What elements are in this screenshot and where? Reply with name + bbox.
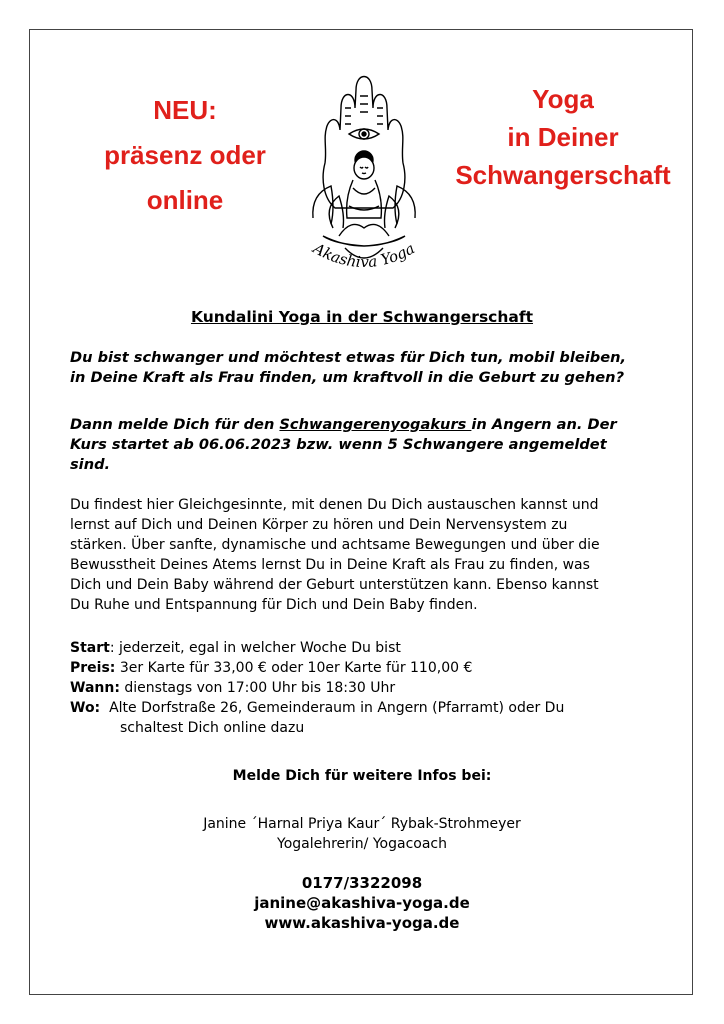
headline-left-line: präsenz oder [104,140,266,170]
headline-right [448,80,678,194]
description-paragraph [70,495,660,615]
detail-preis: Preis: 3er Karte für 33,00 € oder 10er Karte für 110,00 € [70,660,473,676]
intro-question [70,348,660,388]
intro-invitation [70,415,660,475]
person-name: Janine ´Harnal Priya Kaur´ Rybak-Strohmeyer [203,816,521,832]
intro2-line2: Kurs startet ab 06.06.2023 bzw. wenn 5 Schwangere angemeldet [70,436,607,453]
headline-left-line: NEU: [153,95,217,125]
course-title: Kundalini Yoga in der Schwangerschaft [190,308,534,326]
body-line: Dich und Dein Baby während der Geburt unterstützen kann. Ebenso kannst [70,577,599,593]
phone-number[interactable]: 0177/3322098 [301,874,423,892]
intro2-line1: Dann melde Dich für den Schwangerenyogakurs in Angern an. Der [70,416,617,433]
headline-left-line: online [146,185,224,215]
contact-heading: Melde Dich für weitere Infos bei: [232,768,492,784]
headline-right-line: Yoga [532,84,594,114]
body-line: Du findest hier Gleichgesinnte, mit denen Du Dich austauschen kannst und [70,497,599,513]
intro-line: in Deine Kraft als Frau finden, um kraftvoll in die Geburt zu gehen? [70,369,625,386]
body-line: lernst auf Dich und Deinen Körper zu hören und Dein Nervensystem zu [70,517,568,533]
svg-text:Akashiva Yoga [308,238,417,271]
contact-details [0,873,724,933]
website-link[interactable]: www.akashiva-yoga.de [264,914,460,932]
body-line: Du Ruhe und Entspannung für Dich und Dein Baby finden. [70,597,478,613]
person-role: Yogalehrerin/ Yogacoach [277,836,447,852]
email-link[interactable]: janine@akashiva-yoga.de [254,894,470,912]
headline-left [80,88,290,223]
detail-wo: Wo: Alte Dorfstraße 26, Gemeinderaum in Angern (Pfarramt) oder Du [70,700,565,716]
detail-start: Start: jederzeit, egal in welcher Woche Du bist [70,640,401,656]
course-details [70,638,660,738]
headline-right-line: Schwangerschaft [455,160,671,190]
contact-person [0,814,724,854]
body-line: stärken. Über sanfte, dynamische und achtsame Bewegungen und über die [70,537,600,553]
akashiva-yoga-logo [283,68,445,284]
intro2-line3: sind. [70,456,111,473]
intro-line: Du bist schwanger und möchtest etwas für Dich tun, mobil bleiben, [70,349,627,366]
detail-wann: Wann: dienstags von 17:00 Uhr bis 18:30 Uhr [70,680,396,696]
headline-right-line: in Deiner [507,122,619,152]
course-link[interactable]: Schwangerenyogakurs [279,416,472,433]
logo-text: Akashiva Yoga [310,239,418,272]
detail-wo-continued: schaltest Dich online dazu [120,720,305,736]
body-line: Bewusstheit Deines Atems lernst Du in Deine Kraft als Frau zu finden, was [70,557,590,573]
